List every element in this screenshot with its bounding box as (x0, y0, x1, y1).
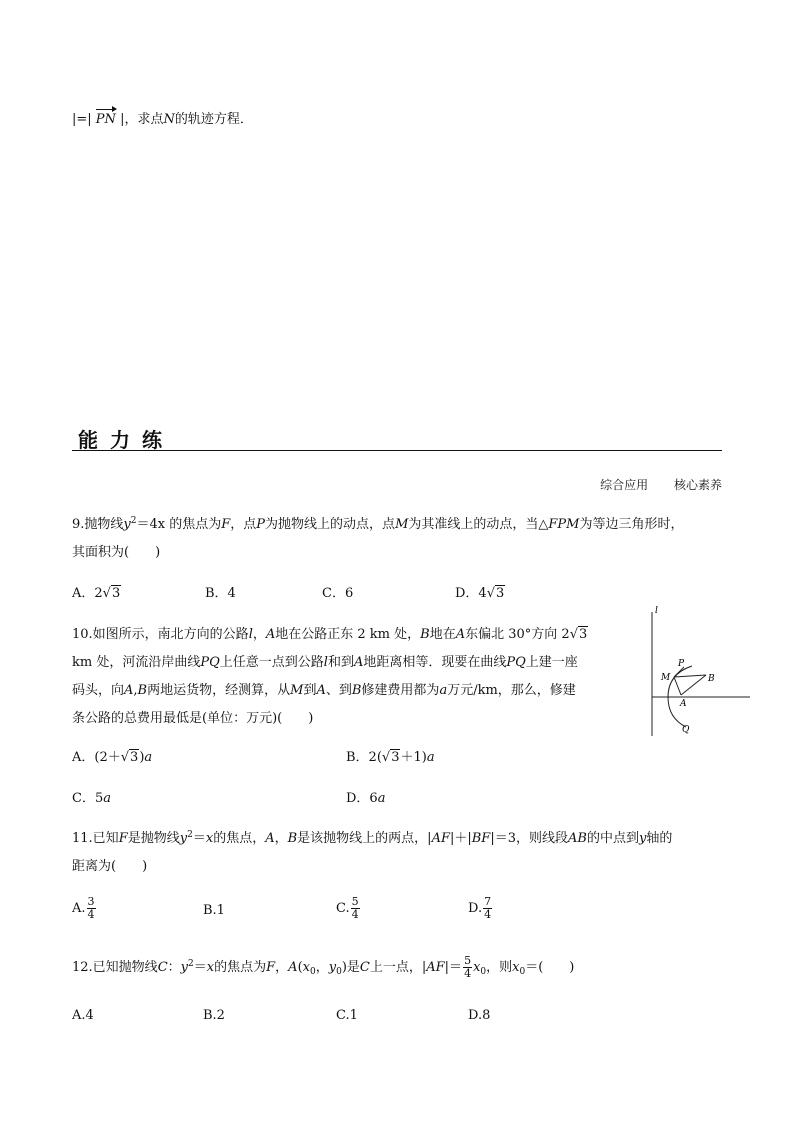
q12-option-b[interactable]: B.2 (203, 1008, 225, 1023)
q11-line1: 11.已知F是抛物线$y^2=x$的焦点，A，B是该抛物线上的两点，|AF|＋|BF|＝3，则线段AB的中点到y轴的 (72, 830, 673, 846)
q10-option-d[interactable]: D．6a (346, 791, 386, 806)
q9-option-c[interactable]: C．6 (322, 586, 354, 601)
section-tags (578, 476, 722, 493)
q10-line2: km 处，河流沿岸曲线PQ上任意一点到公路l和到A地距离相等．现要在曲线PQ上建一座 (72, 655, 578, 670)
q10-option-a[interactable]: A．(2＋√3)a (72, 750, 153, 765)
segment-ma (674, 677, 681, 695)
q11-option-d[interactable]: D. $\frac{7}{4}$ (468, 895, 492, 921)
tag-core-literacy: 核心素养 (673, 478, 722, 492)
intro-text-end: 的轨迹方程． (174, 112, 253, 127)
intro-line (72, 108, 253, 127)
var-n: N (163, 112, 175, 127)
q12-line1: 12.已知抛物线C：$y^2=x$的焦点为F，$A(x_0$，$y_0$)是C上一点，|AF|＝ $\frac{5}{4}$ $x_0$，则$x_0=$( ) (72, 954, 575, 980)
q9-line1: 9.抛物线$y^2=4x$ 的焦点为F，点P为抛物线上的动点，点M为其准线上的动点，当△FPM为等边三角形时， (72, 516, 684, 532)
q9-option-b[interactable]: B．4 (205, 586, 236, 601)
fig-label-m: M (661, 673, 671, 683)
q10-line3: 码头，向A,B两地运货物，经测算，从M到A、到B修建费用都为a万元/km，那么，修建 (72, 683, 576, 698)
intro-prefix: |=| (72, 112, 92, 127)
q11-option-a[interactable]: A. $\frac{3}{4}$ (72, 895, 95, 921)
fig-label-q: Q (682, 725, 690, 735)
q10-line1: 10.如图所示，南北方向的公路l，A地在公路正东 2 km 处，B地在A东偏北 30°方向 2√3 (72, 627, 588, 642)
q9-option-d[interactable]: D．4√3 (455, 586, 505, 601)
q10-figure (640, 600, 752, 740)
fig-label-p: P (678, 659, 685, 669)
section-heading (72, 428, 722, 451)
q11-line2: 距离为( ) (72, 859, 148, 874)
intro-text: |，求点 (120, 112, 164, 127)
fig-label-l: l (655, 606, 658, 616)
q10-option-c[interactable]: C．5a (72, 791, 111, 806)
fig-label-a: A (680, 699, 687, 709)
q12-option-d[interactable]: D.8 (468, 1008, 491, 1023)
segment-ab (681, 675, 706, 695)
q9-option-a[interactable]: A．2√3 (72, 586, 121, 601)
q10-line4: 条公路的总费用最低是(单位：万元)( ) (72, 711, 314, 726)
tag-comprehensive: 综合应用 (600, 478, 649, 492)
q11-option-b[interactable]: B.1 (203, 903, 225, 918)
q12-option-a[interactable]: A.4 (72, 1008, 94, 1023)
q12-option-c[interactable]: C.1 (336, 1008, 358, 1023)
q9-line2: 其面积为( ) (72, 545, 161, 560)
segment-mb (674, 675, 706, 677)
section-title: 能力练 (78, 428, 174, 452)
vector-pn: PN (95, 112, 116, 127)
q11-option-c[interactable]: C. $\frac{5}{4}$ (336, 895, 359, 921)
q10-option-b[interactable]: B．2(√3＋1)a (346, 750, 435, 765)
fig-label-b: B (708, 674, 715, 684)
